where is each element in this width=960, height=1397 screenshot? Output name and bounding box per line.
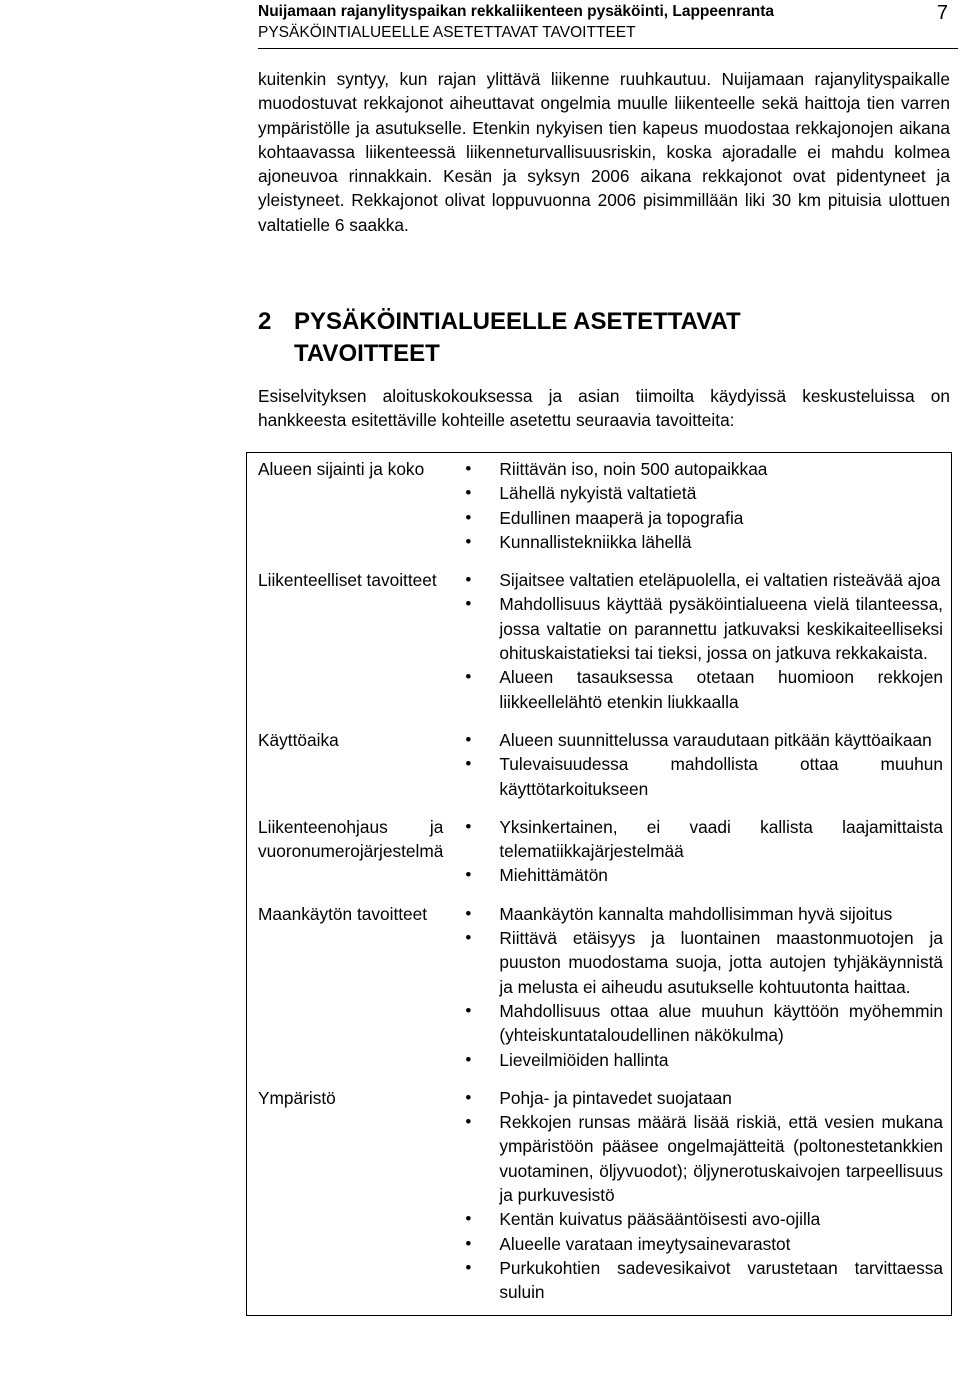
list-item: • Kunnallistekniikka lähellä bbox=[451, 530, 943, 554]
table-row bbox=[247, 724, 952, 811]
goal-items-cell bbox=[451, 1082, 951, 1315]
list-item: • Rekkojen runsas määrä lisää riskiä, että vesien mukana ympäristöön pääsee ongelmajätteitä (poltonestetankkien vuotaminen, öljyvuodot); öljynerotuskaivojen tarpeellisuus ja purkuvesistö bbox=[451, 1110, 943, 1207]
list-item: • Kentän kuivatus pääsääntöisesti avo-ojilla bbox=[451, 1207, 943, 1231]
page-header bbox=[258, 0, 954, 50]
list-item: • Pohja- ja pintavedet suojataan bbox=[451, 1086, 943, 1110]
list-item: • Miehittämätön bbox=[451, 863, 943, 887]
list-item: • Alueelle varataan imeytysainevarastot bbox=[451, 1232, 943, 1256]
intro-paragraph: kuitenkin syntyy, kun rajan ylittävä liikenne ruuhkautuu. Nuijamaan rajanylityspaikalle muodostuvat rekkajonot aiheuttavat ongelmia muulle liikenteelle sekä haittoja tien varren ympäristölle ja asutukselle. Etenkin nykyisen tien kapeus muodostaa rekkajonojen aikana kohtaavassa liikenteessä liikenneturvallisuusriskin, koska ajoradalle ei mahdu kolmea ajoneuvoa rinnakkain. Kesän ja syksyn 2006 aikana rekkajonot ovat pidentyneet ja yleistyneet. Rekkajonot olivat loppuvuonna 2006 pisimmillään liki 30 km pituisia ulottuen valtatielle 6 saakka. bbox=[258, 69, 950, 235]
goal-category-label: Maankäytön tavoitteet bbox=[258, 903, 428, 924]
list-item: • Alueen suunnittelussa varaudutaan pitkään käyttöaikaan bbox=[451, 728, 943, 752]
header-divider bbox=[258, 48, 958, 49]
goals-table-body bbox=[247, 453, 952, 1316]
list-item: • Riittävä etäisyys ja luontainen maastonmuotojen ja puuston muodostama suoja, jotta autojen tyhjäkäynnistä ja melusta ei aiheudu asutukselle kohtuutonta haittaa. bbox=[451, 926, 943, 999]
goal-bullet-list bbox=[451, 815, 943, 888]
goal-category-label: Alueen sijainti ja koko bbox=[258, 459, 425, 479]
goal-category-label: Ympäristö bbox=[258, 1087, 336, 1108]
section-title-line1: PYSÄKÖINTIALUEELLE ASETETTAVAT bbox=[294, 308, 741, 335]
table-row bbox=[247, 811, 952, 898]
list-item: • Lieveilmiöiden hallinta bbox=[451, 1048, 943, 1072]
section-number: 2 bbox=[258, 308, 272, 335]
table-row bbox=[247, 564, 952, 724]
goals-table bbox=[246, 452, 952, 1316]
list-item: • Sijaitsee valtatien eteläpuolella, ei valtatien risteävää ajoa bbox=[451, 568, 943, 592]
list-item: • Purkukohtien sadevesikaivot varustetaan tarvittaessa suluin bbox=[451, 1256, 943, 1305]
list-item: • Yksinkertainen, ei vaadi kallista laajamittaista telematiikkajärjestelmää bbox=[451, 815, 943, 864]
list-item: • Edullinen maaperä ja topografia bbox=[451, 506, 943, 530]
list-item: • Mahdollisuus ottaa alue muuhun käyttöön myöhemmin (yhteiskuntataloudellinen näkökulma) bbox=[451, 999, 943, 1048]
table-row bbox=[247, 898, 952, 1082]
goal-items-cell bbox=[451, 811, 951, 898]
goal-items-cell bbox=[451, 724, 951, 811]
goal-bullet-list bbox=[451, 728, 943, 801]
document-title: Nuijamaan rajanylityspaikan rekkaliikenteen pysäköinti, Lappeenranta bbox=[258, 3, 775, 20]
list-item: • Tulevaisuudessa mahdollista ottaa muuhun käyttötarkoitukseen bbox=[451, 752, 943, 801]
goal-category-label: Liikenteelliset tavoitteet bbox=[258, 570, 437, 591]
goal-bullet-list bbox=[451, 902, 943, 1072]
section-title-line2: TAVOITTEET bbox=[294, 340, 440, 367]
list-item: • Maankäytön kannalta mahdollisimman hyvä sijoitus bbox=[451, 902, 943, 926]
goal-items-cell bbox=[451, 453, 951, 565]
goal-category-label: Liikenteenohjaus ja vuoronumerojärjestelmä bbox=[258, 816, 444, 862]
page-number: 7 bbox=[936, 2, 948, 24]
list-item: • Riittävän iso, noin 500 autopaikkaa bbox=[451, 457, 943, 481]
chapter-title: PYSÄKÖINTIALUEELLE ASETETTAVAT TAVOITTEET bbox=[258, 24, 636, 41]
list-item: • Lähellä nykyistä valtatietä bbox=[451, 481, 943, 505]
goal-bullet-list bbox=[451, 1086, 943, 1305]
section-lead-paragraph: Esiselvityksen aloituskokouksessa ja asian tiimoilta käydyissä keskusteluissa on hankkeesta esitettäville kohteille asetettu seuraavia tavoitteita: bbox=[258, 386, 950, 431]
goal-items-cell bbox=[451, 564, 951, 724]
goal-category-label: Käyttöaika bbox=[258, 729, 339, 750]
goal-bullet-list bbox=[451, 457, 943, 554]
table-row bbox=[247, 453, 952, 565]
table-row bbox=[247, 1082, 952, 1315]
list-item: • Mahdollisuus käyttää pysäköintialueena vielä tilanteessa, jossa valtatie on parannettu jatkuvaksi keskikaiteelliseksi ohituskaistatieksi tai tieksi, jossa on jatkuva rekkakaista. bbox=[451, 592, 943, 665]
goal-bullet-list bbox=[451, 568, 943, 714]
list-item: • Alueen tasauksessa otetaan huomioon rekkojen liikkeellelähtö etenkin liukkaalla bbox=[451, 665, 943, 714]
goal-items-cell bbox=[451, 898, 951, 1082]
